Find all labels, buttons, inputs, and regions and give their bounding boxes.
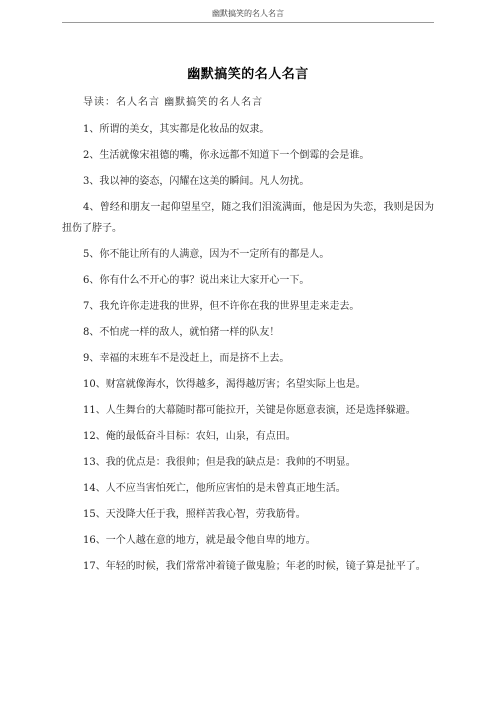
quote-item-14: 14、人不应当害怕死亡，他所应害怕的是未曾真正地生活。	[83, 483, 346, 494]
quote-item-3: 3、我以神的姿态，闪耀在这美的瞬间。凡人勿扰。	[83, 176, 310, 187]
quote-item-12: 12、俺的最低奋斗目标：农妇，山泉，有点田。	[83, 431, 296, 442]
quote-item-9: 9、幸福的末班车不是没赶上，而是挤不上去。	[83, 353, 290, 364]
quote-item-11: 11、人生舞台的大幕随时都可能拉开，关键是你愿意表演，还是选择躲避。	[83, 405, 416, 416]
header-divider	[62, 22, 434, 23]
quote-item-8: 8、不怕虎一样的敌人，就怕猪一样的队友！	[83, 327, 280, 338]
quote-item-1: 1、所谓的美女，其实都是化妆品的奴隶。	[83, 124, 270, 135]
quote-item-17: 17、年轻的时候，我们常常冲着镜子做鬼脸；年老的时候，镜子算是扯平了。	[83, 561, 426, 572]
quote-item-6: 6、你有什么不开心的事？说出来让大家开心一下。	[83, 275, 310, 286]
quote-item-4: 4、曾经和朋友一起仰望星空，随之我们泪流满面，他是因为失恋，我则是因为扭伤了脖子。	[62, 202, 434, 234]
quote-item-7: 7、我允许你走进我的世界，但不许你在我的世界里走来走去。	[83, 301, 360, 312]
quote-item-16: 16、一个人越在意的地方，就是最令他自卑的地方。	[83, 535, 316, 546]
quote-item-5: 5、你不能让所有的人满意，因为不一定所有的都是人。	[83, 249, 330, 260]
intro-line: 导读：名人名言 幽默搞笑的名人名言	[83, 97, 264, 108]
page-title: 幽默搞笑的名人名言	[187, 67, 309, 82]
quote-item-2: 2、生活就像宋祖德的嘴，你永远都不知道下一个倒霉的会是谁。	[83, 150, 370, 161]
quote-list	[62, 119, 434, 582]
quote-item-15: 15、天没降大任于我，照样苦我心智，劳我筋骨。	[83, 509, 306, 520]
quote-item-10: 10、财富就像海水，饮得越多，渴得越厉害；名望实际上也是。	[83, 379, 366, 390]
quote-item-13: 13、我的优点是：我很帅；但是我的缺点是：我帅的不明显。	[83, 457, 356, 468]
running-header: 幽默搞笑的名人名言	[212, 9, 284, 18]
